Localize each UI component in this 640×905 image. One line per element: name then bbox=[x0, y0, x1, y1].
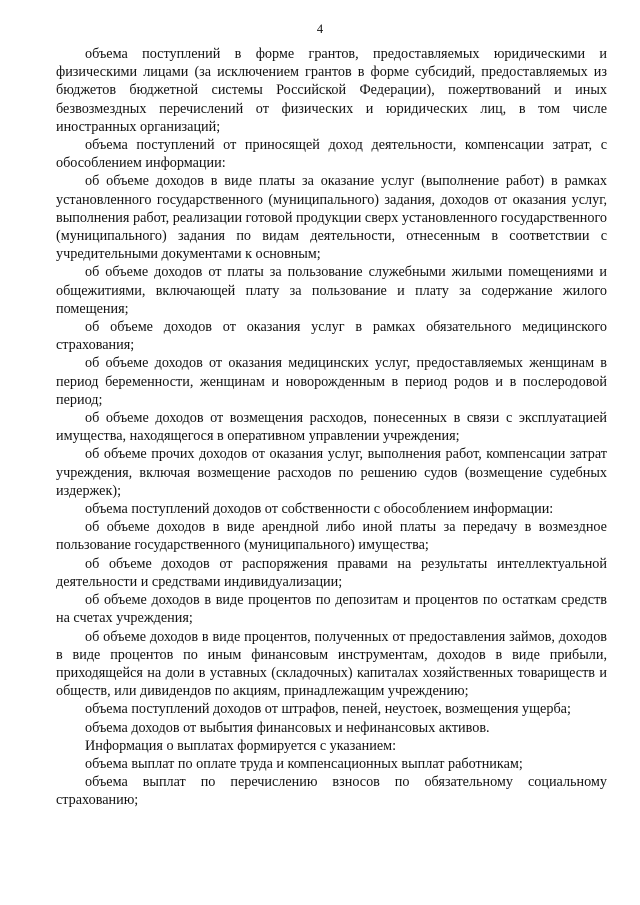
paragraph: объема выплат по перечислению взносов по обязательному социальному страхованию; bbox=[56, 774, 607, 809]
paragraph: объема доходов от выбытия финансовых и нефинансовых активов. bbox=[85, 719, 490, 736]
paragraph: об объеме доходов в виде платы за оказание услуг (выполнение работ) в рамках установленного государственного (муниципального) задания, доходов от оказания услуг, выполнения работ, реализации готовой продукции сверх установленного государственного (муниципального) задания по видам деятельности, отнесенным в соответствии с учредительными документами к основным; bbox=[56, 173, 607, 263]
paragraph: об объеме доходов от оказания услуг в рамках обязательного медицинского страхования; bbox=[56, 319, 607, 354]
paragraph: об объеме прочих доходов от оказания услуг, выполнения работ, компенсации затрат учреждения, включая возмещение расходов по решению судов (возмещение судебных издержек); bbox=[56, 446, 607, 499]
paragraph: объема поступлений от приносящей доход деятельности, компенсации затрат, с обособлением информации: bbox=[56, 137, 607, 172]
paragraph: об объеме доходов в виде арендной либо иной платы за передачу в возмездное пользование государственного (муниципального) имущества; bbox=[56, 519, 607, 554]
paragraph: Информация о выплатах формируется с указанием: bbox=[85, 737, 397, 754]
paragraph: объема поступлений в форме грантов, предоставляемых юридическими и физическими лицами (за исключением грантов в форме субсидий, предоставляемых из бюджетов бюджетной системы Российской Федерации), пожертвований и иных безвозмездных перечислений от физических и юридических лиц, в том числе иностранных организаций; bbox=[56, 46, 607, 135]
paragraph: об объеме доходов от оказания медицинских услуг, предоставляемых женщинам в период беременности, женщинам и новорожденным в период родов и в послеродовой период; bbox=[56, 355, 607, 408]
page-number: 4 bbox=[316, 22, 324, 36]
paragraph: объема выплат по оплате труда и компенсационных выплат работникам; bbox=[85, 755, 523, 772]
paragraph: объема поступлений доходов от собственности с обособлением информации: bbox=[85, 501, 554, 518]
paragraph: об объеме доходов от распоряжения правами на результаты интеллектуальной деятельности и средствами индивидуализации; bbox=[56, 555, 607, 590]
paragraph: об объеме доходов в виде процентов, полученных от предоставления займов, доходов в виде процентов по иным финансовым инструментам, доходов в виде прибыли, приходящейся на доли в уставных (складочных) капиталах хозяйственных товариществ и обществ, или дивидендов по акциям, принадлежащим учреждению; bbox=[56, 628, 607, 700]
paragraph: об объеме доходов в виде процентов по депозитам и процентов по остаткам средств на счетах учреждения; bbox=[56, 592, 607, 627]
paragraph: об объеме доходов от возмещения расходов, понесенных в связи с эксплуатацией имущества, находящегося в оперативном управлении учреждения; bbox=[56, 410, 607, 445]
document-body bbox=[56, 45, 607, 810]
paragraph: об объеме доходов от платы за пользование служебными жилыми помещениями и общежитиями, включающей плату за пользование и плату за содержание жилого помещения; bbox=[56, 264, 607, 317]
paragraph: объема поступлений доходов от штрафов, пеней, неустоек, возмещения ущерба; bbox=[85, 701, 571, 718]
